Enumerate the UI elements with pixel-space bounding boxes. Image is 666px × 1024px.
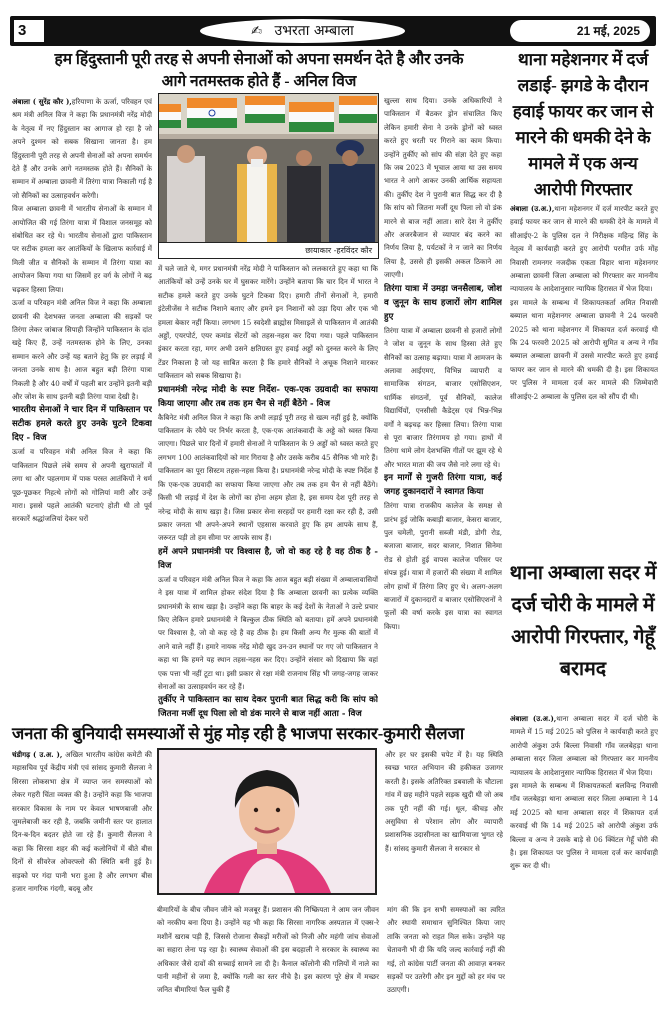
portrait-illustration bbox=[159, 750, 375, 893]
lead-story-column-2 bbox=[158, 262, 378, 722]
lead-subhead: प्रधानमंत्री नरेन्द्र मोदी के स्पष्ट निर्देश- एक-एक उग्रवादी का सफाया किया जाएगा और तब तक हम चैन से नहीं बैठेंगे - विज bbox=[158, 384, 378, 409]
right-story-1-dateline: अंबाला (उ.अ.), bbox=[510, 204, 555, 213]
bottom-story-column-1 bbox=[12, 748, 152, 1018]
lead-paragraph: खुल्ला साथ दिया। उनके अधिकारियों ने पाकिस्तान में बैठकर ड्रोन संचालित किए लेकिन हमारी सेना ने उनके ड्रोनों को ध्वस्त करते हुए धरती पर गिराने का काम किया। उन्होंने तुर्कीए को सांप की संज्ञा देते हुए कहा कि जब 2023 में भूचाल आया था उस समय भारत ने आगे आकर उनकी आर्थिक सहायता की। तुर्कीए देश ने पुरानी बात सिद्ध कर दी है कि सांप को जितना मर्जी दूध पिला लो वो डंक मारने से बाज नहीं आता। सारे देश ने तुर्कीए और अजरबैजान से व्यापार बंद करने का निर्णय लिया है, पर्यटकों ने न जाने का निर्णय लिया है, उससे ही इसकी अकल ठिकाने आ जाएगी। bbox=[384, 96, 502, 280]
lead-subhead: तुर्कीए ने पाकिस्तान का साथ देकर पुरानी बात सिद्ध करी कि सांप को जितना मर्जी दूध पिला लो वो डंक मारने से बाज नहीं आता - विज bbox=[158, 695, 378, 720]
right-story-2-headline: थाना अम्बाला सदर में दर्ज चोरी के मामले में आरोपी गिरफ्तार, गेहूँ बरामद bbox=[509, 563, 657, 680]
issue-date: 21 मई, 2025 bbox=[510, 20, 650, 42]
bottom-story-headline: जनता की बुनियादी समस्याओं से मुंह मोड़ रही है भाजपा सरकार-कुमारी सैलजा bbox=[12, 724, 465, 743]
lead-paragraph: ऊर्जा व परिवहन मंत्री अनिल विज ने कहा कि पाकिस्तान पिछले लंबे समय से अपनी खुराफातों में लगा था और पहलगाम में पाक परस्त आतंकियों ने धर्म पूछ-पूछकर निहत्थे लोगों को गोलियां मारी और उन्हें मारा। इससे पहले आतंकी घटनाएं होती थी तो पूर्व सरकारें श्रद्धांजलियां देकर घरों bbox=[12, 447, 152, 524]
lead-paragraph: ऊर्जा व परिवहन मंत्री अनिल विज ने कहा कि आज बहुत बड़ी संख्या में अम्बालावासियों ने इस यात्रा में शामिल होकर संदेश दिया है कि अम्बाला छावनी का प्रत्येक व्यक्ति प्रधानमंत्री के साथ खड़ा है। उन्होंने कहा कि बाहर के कई देशों के नेताओं ने उल्टे प्रचार किए लेकिन हमारे प्रधानमंत्री ने बिल्कुल ठीक स्थिति को बताया। हमें अपने प्रधानमंत्री पर विश्वास है, जो वो कह रहे है वह ठीक है। हम किसी अन्य गैर मुल्क की बातों में आने वाले नहीं हैं। हमारे नायक नरेंद्र मोदी खुद उन-उन स्थानों पर गए जो पाकिस्तान ने कहा था कि हमने यह स्थान तहस-नहस कर दिए। उन्होंने संसार को दिखाया कि वहां एक पत्ता भी नहीं टूटा था। इसी प्रकार से रक्षा मंत्री राजनाथ सिंह भी जगह-जगह जाकर सेनाओं का उत्साहवर्धन कर रहे हैं। bbox=[158, 574, 378, 691]
newspaper-title: उभरता अम्बाला bbox=[274, 23, 354, 39]
kumari-selja-portrait bbox=[157, 748, 377, 895]
photo-caption: छायाकार -हरविंदर कौर bbox=[158, 243, 379, 259]
lead-paragraph: तिरंगा यात्रा में अम्बाला छावनी से हजारों लोगों ने जोश व जुनून के साथ हिस्सा लेते हुए सैनिकों का उत्साह बढ़ाया। यात्रा में आमजन के अलावा आईएमए, विभिन्न व्यापारी व सामाजिक संगठन, बाजार एसोसिएशन, धार्मिक संगठनों, पूर्व सैनिकों, कालेज विद्यार्थियों, एनसीसी कैडेट्स एवं भिन्न-भिन्न वर्गों ने बढ़चढ़ कर हिस्सा लिया। तिरंगा यात्रा से पूरा बाजार तिरंगामय हो गया। हाथों में तिरंगा थामे लोग देशभक्ति गीतों पर झूम रहे थे और भारत माता की जय जैसे नारे लगा रहे थे। bbox=[384, 325, 502, 469]
lead-dateline: अंबाला ( सुरेंद्र कौर ), bbox=[12, 97, 72, 106]
bottom-story-column-3 bbox=[385, 748, 503, 903]
bottom-story-lower-columns bbox=[157, 903, 505, 1013]
bottom-story-dateline: चंडीगढ़ ( उ.अ. ), bbox=[12, 750, 63, 759]
story-paragraph: और हर घर इसकी चपेट में है। यह स्थिति स्वच्छ भारत अभियान की हकीकत उजागर करती है। इसके अतिरिक्त डबवाली के चौटाला गांव में छह महीने पहले सड़क खुदी थी जो अब तक पूरी नहीं की गई। धूल, कीचड़ और असुविधा से परेशान लोग और व्यापारी प्रशासनिक उदासीनता का खामियाजा भुगत रहे हैं। सांसद कुमारी सैलजा ने सरकार से bbox=[385, 750, 503, 853]
right-story-1-headline: थाना महेशनगर में दर्ज लडाई- झगडे के दौरान हवाई फायर कर जान से मारने की धमकी देने के मामले में एक अन्य आरोपी गिरफ्तार bbox=[512, 50, 654, 199]
story-paragraph: थाना अम्बाला सदर में दर्ज चोरी के मामले में 15 मई 2025 को पुलिस ने कार्यवाही करते हुए आरोपी अंकुश उर्फ बिल्ला निवासी गाँव जलबेहड़ा थाना अम्बाला सदर जिला अम्बाला को गिरफ्तार कर माननीय न्यायालय के आदेशानुसार न्यायिक हिरासत में भेज दिया। bbox=[510, 714, 658, 777]
story-paragraph: थाना महेशनगर में दर्ज मारपीट करते हुए हवाई फायर कर जान से मारने की धमकी देने के मामले में सीआईए-2 के पुलिस दल ने निरीक्षक महिन्द्र सिंह के नेतृत्व में कार्यवाही करते हुए आरोपी परमीत उर्फ मोंह निवासी रामनगर नजदीक एकता विहार थाना महेशनगर अम्बाला छावनी जिला अम्बाला को गिरफ्तार कर माननीय न्यायालय के आदेशानुसार न्यायिक हिरासत में भेज दिया। bbox=[510, 204, 658, 294]
lead-paragraph: में चले जाते थे, मगर प्रधानमंत्री नरेंद्र मोदी ने पाकिस्तान को ललकारते हुए कहा था कि आतंकियों को उन्हें उनके घर में घुसकर मारेंगे। उन्होंने बताया कि चार दिन में भारत ने सटीक हमले करते हुए उनके घुटने टिकवा दिए। हमारी तीनों सेनाओं ने, हमारी इंटेलीजेंस ने सटीक निशाने बताए और हमने इन निशानों को उड़ा दिया और एक भी हमला बेकार नहीं किया। लगभग 15 स्वदेशी ब्राह्मोस मिसाइलें से पाकिस्तान में आतंकी अड्डों, एयरपोर्ट, एयर कमांड सेंटरों को तहस-नहस कर दिया गया। पहले पाकिस्तान इंकार करता रहा, मगर अभी उसने क्षतिग्रस्त हुए हवाई अड्डों को दुरुस्त करने के लिए टेंडर निकाला है जो यह साबित करता है कि हमारे सैनिकों ने अचूक निशाने मारकर पाकिस्तान को सबक सिखाया है। bbox=[158, 264, 378, 381]
lead-headline-line2: आगे नतमस्तक होते हैं - अनिल विज bbox=[161, 73, 357, 90]
right-story-2-dateline: अंबाला (उ.अ.), bbox=[510, 714, 557, 723]
lead-paragraph: कैबिनेट मंत्री अनिल विज ने कहा कि अभी लड़ाई पूरी तरह से खत्म नहीं हुई है, क्योंकि पाकिस्तान के रवैये पर निर्भर करता है, एक-एक आतंकवादी के अड्डे को ध्वस्त किया जाएगा। पिछले चार दिनों में हमारी सेनाओं ने पाकिस्तान के 9 अड्डों को ध्वस्त करते हुए लगभग 100 आतंकवादियों को मार गिराया है और उसके करीब 45 सैनिक भी मारे हैं। पाकिस्तान का पूरा सिस्टम तहस-नहस किया है। प्रधानमंत्री नरेन्द्र मोदी के स्पष्ट निर्देश हैं कि एक-एक उग्रवादी का सफाया किया जाएगा और तब तक हम चैन से नहीं बैठेंगे। किसी भी लड़ाई में देश के लोगों का होना अहम होता है, इस समय देश पूरी तरह से नरेन्द्र मोदी के साथ खड़ा है। जिस प्रकार सेना सरहदों पर हमारी रक्षा कर रही है, उसी प्रकार जनता भी अपने-अपने स्थानों एहसास करवाते हुए कि हम आपके साथ हैं, जरूरत पड़ी तो हम सीमा पर आपके साथ हैं। bbox=[158, 412, 378, 543]
right-story-2-body bbox=[510, 712, 658, 1022]
lead-subhead: तिरंगा यात्रा में उमड़ा जनसैलाब, जोश व जुनून के साथ हजारों लोग शामिल हुए bbox=[384, 283, 502, 322]
lead-paragraph: विज अम्बाला छावनी में भारतीय सेनाओं के सम्मान में आयोजित की गई तिरंगा यात्रा में विशाल जनसमूह को संबोधित कर रहे थे। भारतीय सेनाओं द्वारा पाकिस्तान पर सटीक हमला कर आतंकियों के खिलाफ कार्रवाई में मिली जीत व सैनिकों के सम्मान में तिरंगा यात्रा का आयोजन किया गया था जिसमें हर वर्ग के लोगों ने बढ़ चढ़कर हिस्सा लिया। bbox=[12, 204, 152, 294]
lead-story-column-3 bbox=[384, 94, 502, 724]
story-paragraph: बीमारियों के बीच जीवन जीने को मजबूर हैं। प्रशासन की निष्क्रियता ने आम जन जीवन को नरकीय बना दिया है। उन्होंने यह भी कहा कि सिरसा नागरिक अस्पताल में एक्स-रे मशीनें खराब पड़ी हैं, जिससे रोजाना सैकड़ों मरीजों को निजी और महंगी जांच सेवाओं का सहारा लेना पड़ रहा है। स्वास्थ्य सेवाओं की इस बदहाली ने सरकार के स्वास्थ्य का अधिकार जैसे दावों की सच्चाई सामने ला दी है। कैनाल कॉलोनी की गलियों में नाले का पानी महीनों से जमा है, क्योंकि गली का स्तर नीचे है। इस कारण पूरे क्षेत्र में मच्छर जनित बीमारियां फैल चुकी हैं bbox=[157, 905, 379, 995]
right-story-1-body bbox=[510, 202, 658, 557]
page-number: 3 bbox=[14, 20, 44, 42]
lead-paragraph: तिरंगा यात्रा राजकीय कालेज के समक्ष से प्रारंभ हुई जोकि कबाड़ी बाजार, केसरा बाजार, पुल चमेली, पुरानी सब्जी मंडी, डोगी रोड, बजाजा बाजार, सदर बाजार, निशात सिनेमा रोड से होती हुई वापस कालेज परिसर पर संपन्न हुई। यात्रा में हजारों की संख्या में शामिल लोग हाथों में तिरंगा लिए हुए थे। अलग-अलग बाजारों में दुकानदारों व बाजार एसोसिएशनों ने फूलों की वर्षा करके इस यात्रा का स्वागत किया। bbox=[384, 501, 502, 631]
newspaper-brand bbox=[200, 19, 405, 43]
lead-subhead: भारतीय सेनाओं ने चार दिन में पाकिस्तान पर सटीक हमले करते हुए उनके घुटने टिकवा दिए - विज bbox=[12, 405, 152, 444]
pen-nib-icon: ✍ bbox=[251, 24, 263, 39]
masthead-bar bbox=[10, 16, 656, 46]
lead-headline bbox=[14, 49, 504, 93]
lead-subhead: हमें अपने प्रधानमंत्री पर विश्वास है, जो वो कह रहे है वह ठीक है - विज bbox=[158, 546, 378, 571]
story-paragraph: अखिल भारतीय कांग्रेस कमेटी की महासचिव पूर्व केंद्रीय मंत्री एवं सांसद कुमारी सैलजा ने सिरसा लोकसभा क्षेत्र में व्याप्त जन समस्याओं को लेकर गहरी चिंता व्यक्त की है। उन्होंने कहा कि भाजपा सरकार विकास के नाम पर केवल भाषणबाजी और जुमलेबाजी कर रही है, जबकि जमीनी स्तर पर हालात दिन-ब-दिन बदतर होते जा रहे हैं। कुमारी सैलजा ने कहा कि सिरसा शहर की कई कलोनियों में बीते बीस दिनों से सीवरेज ओवरफ्लो की स्थिति बनी हुई है। सड़को पर गंदा पानी भरा हुआ है और लगभग बीस हजार नागरिक गंदगी, बदबू और bbox=[12, 750, 152, 894]
rally-photo-illustration bbox=[159, 94, 379, 243]
lead-headline-line1: हम हिंदुस्तानी पूरी तरह से अपनी सेनाओं को अपना समर्थन देते है और उनके bbox=[54, 51, 464, 68]
lead-subhead: इन मार्गों से गुजरी तिरंगा यात्रा, कई जगह दुकानदारों ने स्वागत किया bbox=[384, 473, 502, 498]
story-paragraph: इस मामले के सम्बन्ध में शिकायतकर्ता अमित निवासी बब्याल थाना महेशनगर अम्बाला छावनी ने 24 फरवरी 2025 को थाना महेशनगर में शिकायत दर्ज करवाई थी कि 24 फरवरी 2025 को आरोपी सुमित व अन्य ने गाँव बब्याल अम्बाला छावनी में उससे मारपीट करते हुए हवाई फायर कर जान से मारने की धमकी दी है। इस शिकायत पर पुलिस ने मामला दर्ज कर मामले की जिम्मेवारी सीआईए-2 अम्बाला के पुलिस दल को सौंप दी थी। bbox=[510, 297, 658, 401]
story-paragraph: मांग की कि इन सभी समस्याओं का त्वरित और स्थायी समाधान सुनिश्चित किया जाए ताकि जनता को राहत मिल सके। उन्होंने यह चेतावनी भी दी कि यदि जल्द कार्रवाई नहीं की गई, तो कांग्रेस पार्टी जनता की आवाज़ बनकर सड़कों पर उतरेगी और इन मुद्दों को हर मंच पर उठाएगी। bbox=[387, 905, 505, 995]
lead-paragraph: ऊर्जा व परिवहन मंत्री अनिल विज ने कहा कि अम्बाला छावनी की देशभक्त जनता अम्बाला की सड़कों पर तिरंगा लेकर जांबाज सिपाही जिन्होंने पाकिस्तान के दांत खट्टे किए हैं, उन्हें नतमस्तक होने के लिए, उनका सम्मान करने और उन्हें यह बताने हेतु कि हर लड़ाई में जनता उनके साथ है। आज बहुत बड़ी तिरंगा यात्रा निकली है और 40 वर्षों में पहली बार उन्होंने इतनी बड़ी और जोश के साथ इतनी बड़ी तिरंगा यात्रा देखी है। bbox=[12, 298, 152, 401]
tiranga-yatra-photo bbox=[158, 93, 379, 243]
lead-story-column-1 bbox=[12, 95, 152, 715]
story-paragraph: इस मामले के सम्बन्ध में शिकायतकर्ता बलविन्द्र निवासी गाँव जलबेहड़ा थाना अम्बाला सदर जिला अम्बाला ने 14 मई 2025 को थाना अम्बाला सदर में शिकायत दर्ज करवाई थी कि 14 मई 2025 को आरोपी अंकुश उर्फ बिल्ला व अन्य ने उसके बाड़े से 06 क्विंटल गेहूँ चोरी की है। इस शिकायत पर पुलिस ने मामला दर्ज कर कार्यवाही शुरू कर दी थी। bbox=[510, 781, 658, 871]
lead-paragraph: हरियाणा के ऊर्जा, परिवहन एवं श्रम मंत्री अनिल विज ने कहा कि प्रधानमंत्री नरेंद्र मोदी के नेतृत्व में नए हिंदुस्तान का आगाज हो रहा है जो अपने दुश्मन को सबक सिखाना जानता है। हम हिंदुस्तानी पूरी तरह से अपनी सेनाओं को अपना समर्थन देते हैं और उनके आगे नतमस्तक होते हैं। सैनिकों के सम्मान में अम्बाला छावनी में तिरंगा यात्रा निकाली गई है जो सैनिकों का उत्साहवर्धन करेगी। bbox=[12, 97, 152, 200]
